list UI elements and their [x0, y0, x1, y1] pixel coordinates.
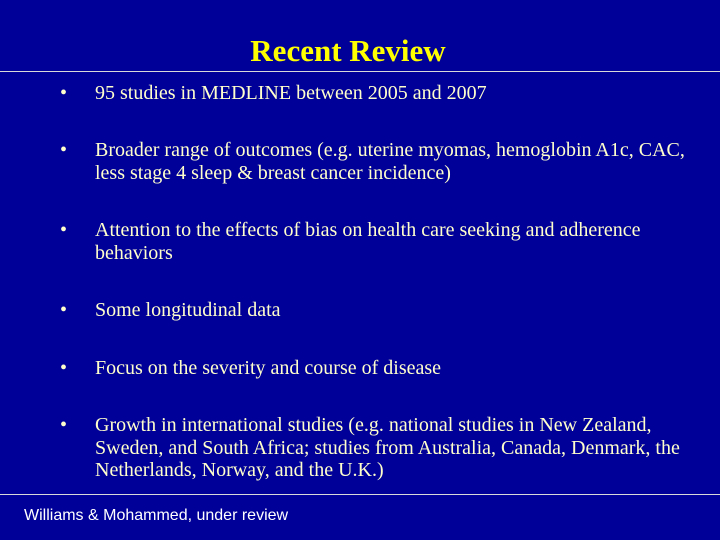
- bullet-dot-icon: •: [60, 82, 68, 104]
- bullet-dot-icon: •: [60, 357, 68, 379]
- bullet-text: Growth in international studies (e.g. national studies in New Zealand, Sweden, and South Africa; studies from Australia, Canada, Denmark, the Netherlands, Norway, and the U.K.): [95, 414, 680, 481]
- bullet-item: [60, 219, 710, 264]
- footer-divider: [0, 494, 720, 495]
- slide-title: Recent Review: [250, 33, 446, 68]
- bullet-text: Focus on the severity and course of disease: [95, 357, 442, 379]
- bullet-dot-icon: •: [60, 414, 68, 436]
- bullet-dot-icon: •: [60, 139, 68, 161]
- bullet-item: [60, 139, 710, 184]
- bullet-item: [60, 414, 710, 482]
- title-divider: [0, 71, 720, 72]
- bullet-dot-icon: •: [60, 219, 68, 241]
- citation-footer: Williams & Mohammed, under review: [24, 507, 289, 524]
- bullet-item: [60, 357, 710, 380]
- bullet-text: 95 studies in MEDLINE between 2005 and 2007: [95, 82, 487, 104]
- bullet-text: Attention to the effects of bias on health care seeking and adherence behaviors: [95, 219, 641, 264]
- bullet-text: Some longitudinal data: [95, 299, 281, 321]
- bullet-dot-icon: •: [60, 299, 68, 321]
- bullet-item: [60, 299, 710, 322]
- bullet-item: [60, 82, 710, 105]
- bullet-text: Broader range of outcomes (e.g. uterine myomas, hemoglobin A1c, CAC, less stage 4 sleep & breast cancer incidence): [95, 139, 685, 184]
